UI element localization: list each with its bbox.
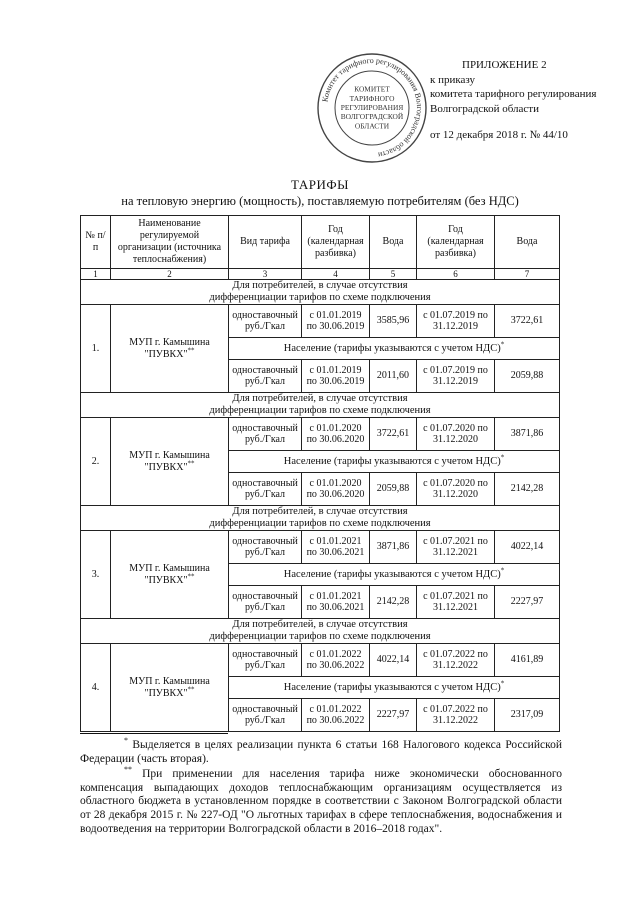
section-line: дифференциации тарифов по схеме подключения bbox=[209, 518, 431, 529]
column-number: 5 bbox=[370, 269, 417, 280]
org-name-text: МУП г. Камышина "ПУВКХ" bbox=[129, 563, 210, 586]
table-row bbox=[81, 418, 560, 451]
seal-center-line: КОМИТЕТ bbox=[354, 84, 390, 94]
population-caption bbox=[229, 338, 560, 360]
column-number: 7 bbox=[495, 269, 560, 280]
header-org: Наименование регулируемой организации (источника теплоснабжения) bbox=[111, 216, 229, 269]
tariff-type: одноставочный руб./Гкал bbox=[229, 360, 302, 393]
footnote-mark: ** bbox=[187, 685, 195, 694]
population-text: Население (тарифы указываются с учетом НДС) bbox=[283, 568, 501, 580]
appendix-line: ПРИЛОЖЕНИЕ 2 bbox=[462, 59, 547, 71]
organization-name bbox=[111, 418, 229, 506]
seal-center-line: РЕГУЛИРОВАНИЯ bbox=[340, 103, 404, 112]
header-year-2: Год (календарная разбивка) bbox=[417, 216, 495, 269]
footnote-mark: ** bbox=[187, 346, 195, 355]
footnote-mark: * bbox=[500, 566, 505, 574]
seal-ring-text: Комитет тарифного регулирования Волгоградской области bbox=[320, 55, 425, 160]
period-first-half: с 01.01.2020 по 30.06.2020 bbox=[302, 473, 370, 506]
seal-center-line: ВОЛГОГРАДСКОЙ bbox=[340, 112, 404, 122]
section-line: Для потребителей, в случае отсутствия bbox=[232, 280, 408, 291]
water-value: 3585,96 bbox=[370, 305, 417, 338]
row-number: 4. bbox=[81, 644, 111, 732]
period-first-half: с 01.01.2022 по 30.06.2022 bbox=[302, 699, 370, 732]
header-water-2: Вода bbox=[495, 216, 560, 269]
org-name-text: МУП г. Камышина "ПУВКХ" bbox=[129, 337, 210, 360]
period-second-half: с 01.07.2020 по 31.12.2020 bbox=[417, 418, 495, 451]
water-value: 4161,89 bbox=[495, 644, 560, 677]
period-first-half: с 01.01.2021 по 30.06.2021 bbox=[302, 531, 370, 564]
section-row bbox=[81, 393, 560, 418]
footnote: ** При применении для населения тарифа ниже экономически обоснованного компенсация выпадающих доходов теплоснабжающим организациям осуществляется из областного бюджета в установленном порядке в соответствии с Законом Волгоградской области от 28 декабря 2015 г. № 227-ОД "О льготных тарифах в сфере теплоснабжения, водоснабжения и водоотведения на территории Волгоградской области в 2016–2018 годах". bbox=[80, 765, 562, 835]
title-subtitle: на тепловую энергию (мощность), поставляемую потребителям (без НДС) bbox=[121, 194, 519, 208]
tariff-type: одноставочный руб./Гкал bbox=[229, 305, 302, 338]
org-name-text: МУП г. Камышина "ПУВКХ" bbox=[129, 450, 210, 473]
footnote-separator bbox=[80, 733, 228, 734]
section-line: Для потребителей, в случае отсутствия bbox=[232, 506, 408, 517]
column-number: 2 bbox=[111, 269, 229, 280]
water-value: 2317,09 bbox=[495, 699, 560, 732]
population-caption bbox=[229, 564, 560, 586]
period-second-half: с 01.07.2022 по 31.12.2022 bbox=[417, 644, 495, 677]
water-value: 2059,88 bbox=[370, 473, 417, 506]
table-row bbox=[81, 644, 560, 677]
water-value: 2011,60 bbox=[370, 360, 417, 393]
row-number: 3. bbox=[81, 531, 111, 619]
period-second-half: с 01.07.2020 по 31.12.2020 bbox=[417, 473, 495, 506]
footnote-mark: * bbox=[500, 453, 505, 461]
footnote-mark: * bbox=[500, 679, 505, 687]
row-number: 2. bbox=[81, 418, 111, 506]
period-first-half: с 01.01.2020 по 30.06.2020 bbox=[302, 418, 370, 451]
appendix-header bbox=[430, 58, 630, 143]
population-text: Население (тарифы указываются с учетом НДС) bbox=[283, 342, 501, 354]
table-row bbox=[81, 531, 560, 564]
water-value: 3871,86 bbox=[370, 531, 417, 564]
section-line: дифференциации тарифов по схеме подключения bbox=[209, 292, 431, 303]
period-second-half: с 01.07.2021 по 31.12.2021 bbox=[417, 586, 495, 619]
period-first-half: с 01.01.2019 по 30.06.2019 bbox=[302, 305, 370, 338]
header-num: № п/п bbox=[81, 216, 111, 269]
water-value: 2142,28 bbox=[495, 473, 560, 506]
section-caption bbox=[81, 506, 560, 531]
appendix-line: от 12 декабря 2018 г. № 44/10 bbox=[430, 129, 568, 141]
water-value: 2142,28 bbox=[370, 586, 417, 619]
water-value: 3722,61 bbox=[495, 305, 560, 338]
section-caption bbox=[81, 280, 560, 305]
appendix-line: к приказу bbox=[430, 73, 476, 86]
footnote-mark: * bbox=[500, 340, 505, 348]
population-text: Население (тарифы указываются с учетом НДС) bbox=[283, 455, 501, 467]
column-number: 3 bbox=[229, 269, 302, 280]
tariff-type: одноставочный руб./Гкал bbox=[229, 473, 302, 506]
appendix-line: Волгоградской области bbox=[430, 102, 539, 115]
period-second-half: с 01.07.2022 по 31.12.2022 bbox=[417, 699, 495, 732]
period-first-half: с 01.01.2019 по 30.06.2019 bbox=[302, 360, 370, 393]
official-seal bbox=[316, 52, 428, 164]
header-tariff-type: Вид тарифа bbox=[229, 216, 302, 269]
period-first-half: с 01.01.2021 по 30.06.2021 bbox=[302, 586, 370, 619]
footnotes bbox=[80, 736, 562, 838]
organization-name bbox=[111, 305, 229, 393]
document-title bbox=[0, 177, 640, 209]
tariff-type: одноставочный руб./Гкал bbox=[229, 531, 302, 564]
water-value: 2227,97 bbox=[370, 699, 417, 732]
section-line: Для потребителей, в случае отсутствия bbox=[232, 393, 408, 404]
period-second-half: с 01.07.2019 по 31.12.2019 bbox=[417, 305, 495, 338]
section-row bbox=[81, 506, 560, 531]
section-caption bbox=[81, 393, 560, 418]
tariff-type: одноставочный руб./Гкал bbox=[229, 586, 302, 619]
table-row bbox=[81, 305, 560, 338]
tariff-type: одноставочный руб./Гкал bbox=[229, 644, 302, 677]
water-value: 4022,14 bbox=[370, 644, 417, 677]
tariff-table bbox=[80, 215, 560, 732]
population-caption bbox=[229, 451, 560, 473]
organization-name bbox=[111, 644, 229, 732]
column-number: 6 bbox=[417, 269, 495, 280]
column-number: 4 bbox=[302, 269, 370, 280]
header-year-1: Год (календарная разбивка) bbox=[302, 216, 370, 269]
column-number: 1 bbox=[81, 269, 111, 280]
footnote-mark: ** bbox=[187, 459, 195, 468]
water-value: 4022,14 bbox=[495, 531, 560, 564]
section-row bbox=[81, 619, 560, 644]
footnote: * Выделяется в целях реализации пункта 6 статьи 168 Налогового кодекса Российской Федерации (часть вторая). bbox=[80, 736, 562, 765]
water-value: 2059,88 bbox=[495, 360, 560, 393]
seal-center-line: ТАРИФНОГО bbox=[349, 93, 395, 103]
tariff-type: одноставочный руб./Гкал bbox=[229, 418, 302, 451]
org-name-text: МУП г. Камышина "ПУВКХ" bbox=[129, 676, 210, 699]
period-second-half: с 01.07.2019 по 31.12.2019 bbox=[417, 360, 495, 393]
appendix-line: комитета тарифного регулирования bbox=[430, 88, 597, 100]
population-text: Население (тарифы указываются с учетом НДС) bbox=[283, 681, 501, 693]
seal-center-line: ОБЛАСТИ bbox=[354, 121, 390, 131]
section-line: дифференциации тарифов по схеме подключения bbox=[209, 631, 431, 642]
water-value: 2227,97 bbox=[495, 586, 560, 619]
footnote-mark: ** bbox=[187, 572, 195, 581]
period-first-half: с 01.01.2022 по 30.06.2022 bbox=[302, 644, 370, 677]
title-main: ТАРИФЫ bbox=[291, 177, 349, 192]
water-value: 3871,86 bbox=[495, 418, 560, 451]
section-line: дифференциации тарифов по схеме подключения bbox=[209, 405, 431, 416]
population-caption bbox=[229, 677, 560, 699]
section-caption bbox=[81, 619, 560, 644]
tariff-type: одноставочный руб./Гкал bbox=[229, 699, 302, 732]
water-value: 3722,61 bbox=[370, 418, 417, 451]
organization-name bbox=[111, 531, 229, 619]
header-water-1: Вода bbox=[370, 216, 417, 269]
period-second-half: с 01.07.2021 по 31.12.2021 bbox=[417, 531, 495, 564]
row-number: 1. bbox=[81, 305, 111, 393]
section-row bbox=[81, 280, 560, 305]
seal-center-text bbox=[341, 85, 404, 131]
section-line: Для потребителей, в случае отсутствия bbox=[232, 619, 408, 630]
